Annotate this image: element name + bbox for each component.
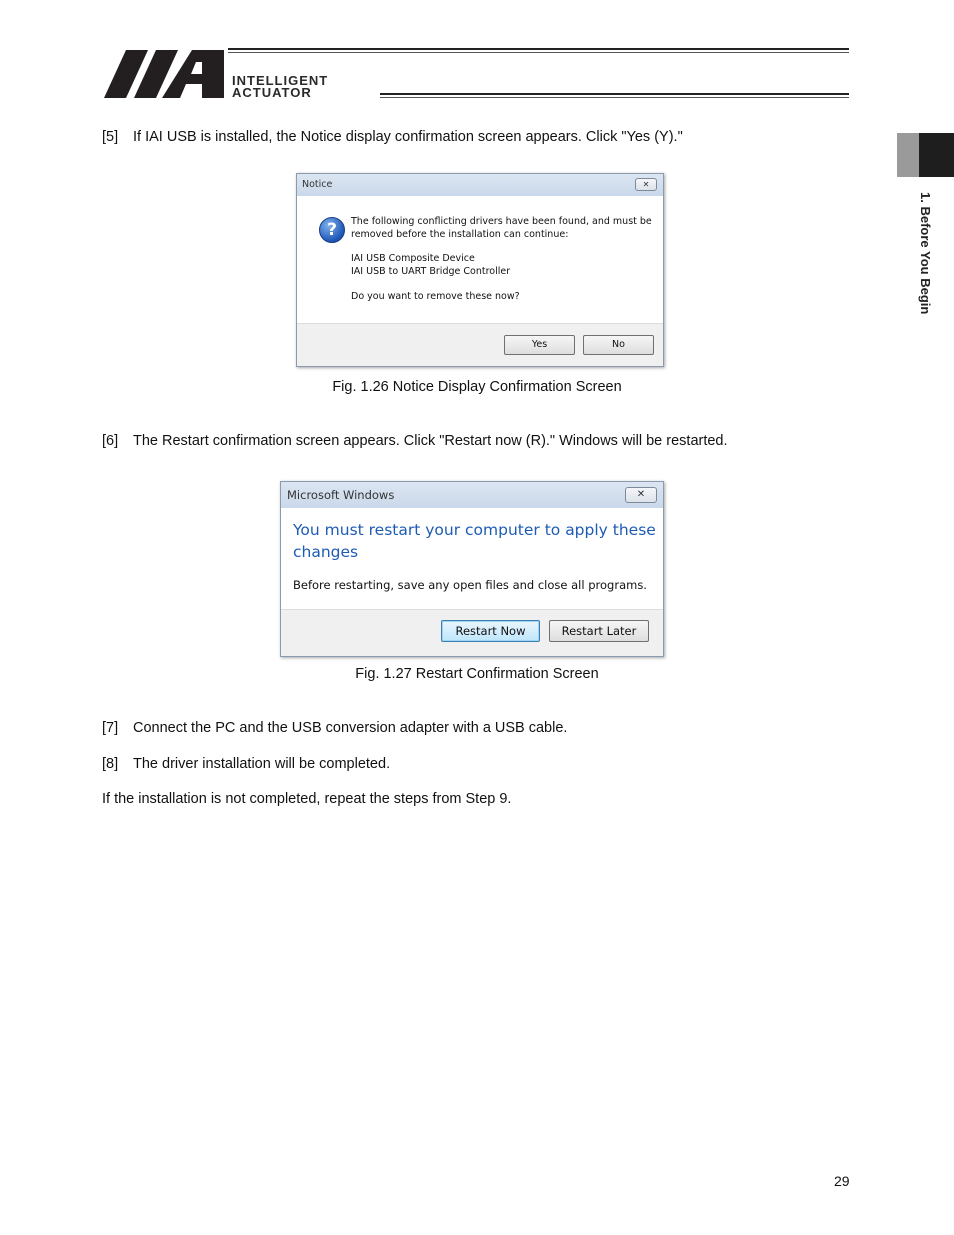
step-number: [6]	[102, 433, 119, 449]
side-tab-marker	[919, 133, 954, 177]
dialog-title: Microsoft Windows	[287, 488, 395, 502]
restart-now-button[interactable]: Restart Now	[441, 620, 540, 642]
logo-wordmark	[232, 75, 328, 99]
restart-body: Before restarting, save any open files and close all programs.	[293, 578, 647, 592]
figure-caption: Fig. 1.27 Restart Confirmation Screen	[355, 666, 599, 682]
step-text: If IAI USB is installed, the Notice display confirmation screen appears. Click "Yes (Y)."	[133, 129, 683, 145]
dialog-titlebar	[281, 482, 663, 508]
page-number: 29	[834, 1173, 850, 1189]
header-rule	[380, 97, 849, 98]
step-8	[102, 756, 390, 772]
no-button[interactable]: No	[583, 335, 654, 355]
step-number: [5]	[102, 129, 119, 145]
step-5	[102, 129, 683, 145]
message-line: The following conflicting drivers have been found, and must be	[351, 216, 652, 227]
side-tab-marker	[897, 133, 919, 177]
device-item: IAI USB to UART Bridge Controller	[351, 265, 511, 277]
iai-logo-icon	[104, 50, 224, 100]
restart-heading	[293, 519, 656, 563]
dialog-title: Notice	[302, 179, 333, 190]
dialog-titlebar	[297, 174, 663, 196]
restart-later-button[interactable]: Restart Later	[549, 620, 649, 642]
notice-question: Do you want to remove these now?	[351, 291, 520, 302]
header-rule	[228, 48, 849, 50]
restart-dialog	[280, 481, 664, 657]
header-rule	[380, 93, 849, 95]
step-7	[102, 720, 567, 736]
logo-line-1: INTELLIGENT	[232, 73, 329, 88]
chapter-label: 1. Before You Begin	[918, 192, 933, 315]
notice-dialog	[296, 173, 664, 367]
yes-button[interactable]: Yes	[504, 335, 575, 355]
question-icon: ?	[319, 217, 345, 243]
step-text: The driver installation will be completed.	[133, 756, 391, 772]
notice-message	[351, 216, 652, 241]
step-text: Connect the PC and the USB conversion adapter with a USB cable.	[133, 720, 568, 736]
header-rule	[228, 52, 849, 53]
close-icon[interactable]: ✕	[635, 178, 657, 191]
step-text: The Restart confirmation screen appears. Click "Restart now (R)." Windows will be restarted.	[133, 433, 728, 449]
logo-line-2: ACTUATOR	[232, 85, 312, 100]
step-number: [8]	[102, 756, 119, 772]
message-line: removed before the installation can continue:	[351, 228, 569, 240]
note-text: If the installation is not completed, repeat the steps from Step 9.	[102, 791, 512, 807]
figure-caption: Fig. 1.26 Notice Display Confirmation Screen	[332, 379, 622, 395]
heading-line: You must restart your computer to apply these	[293, 521, 656, 539]
heading-line: changes	[293, 543, 359, 561]
device-item: IAI USB Composite Device	[351, 253, 475, 264]
close-icon[interactable]: ✕	[625, 487, 657, 503]
step-number: [7]	[102, 720, 119, 736]
device-list	[351, 253, 510, 278]
step-6	[102, 433, 728, 449]
